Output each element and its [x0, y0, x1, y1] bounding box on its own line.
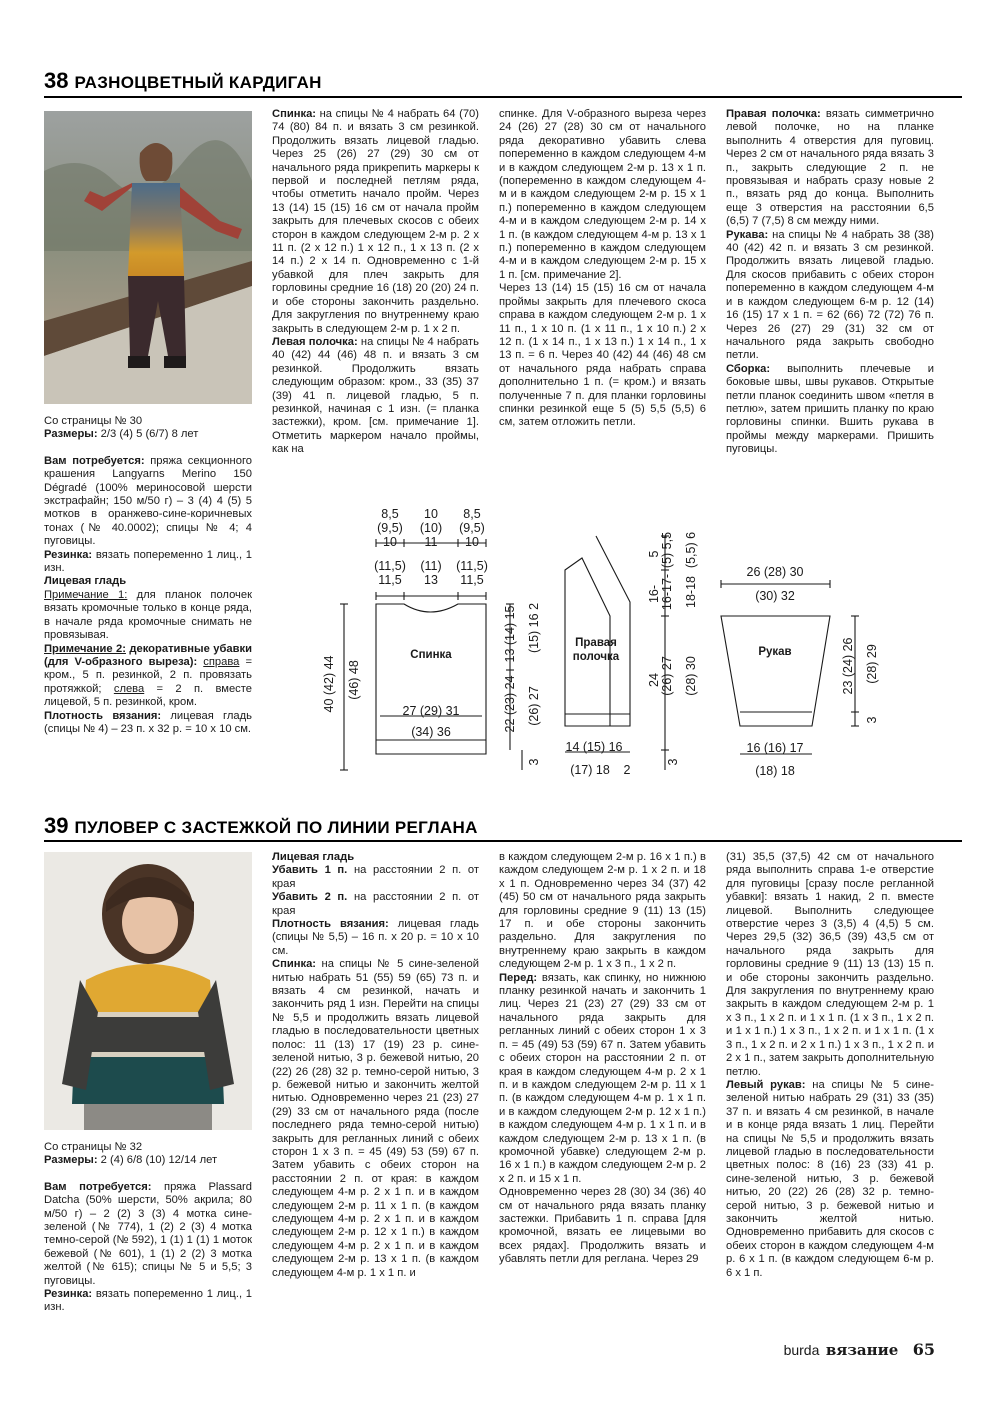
paragraph — [272, 864, 479, 891]
paragraph-text: на спицы № 5 сине-зеленой нитью набрать 51 (55) 59 (65) 73 п. и вязать 4 см резинкой, начать и закончить ряд 1 изн. Перейти на спицы № 5,5 и продолжить вязать лицевой гладью в последовательности цветных полос: 11 (13) 17 (19) 23 р. сине-зеленой нитью, 3 р. бежевой нитью, 20 (22) 26 (28) 32 р. темно-серой нитью, 3 р. бежевой нитью и закончить желтой нитью. Одновременно через 21 (23) 27 (29) 33 см от начального ряда (после последнего ряда темно-серой нитью) закрыть для регланных линий с обеих сторон 1 х 3 п. = 45 (49) 53 (59) 67 п. Затем убавить с обеих сторон на расстоянии 2 п. от края: в каждом следующем 4-м р. 2 х 1 п. и в каждом следующем 2-м р. 11 х 1 п. (в каждом следующем 4-м р. 2 х 1 п. и в каждом следующем 2-м р. 12 х 1 п.) в каждом следующем 4-м р. 2 х 1 п. и в каждом следующем 2-м р. 13 х 1 п. (в каждом следующем 4-м р. 1 х 1 п. и — [272, 958, 479, 1279]
sleeve-bottom-dim: (18) 18 — [755, 764, 795, 778]
paragraph-text: на спицы № 4 набрать 38 (38) 40 (42) 42 п. и вязать 3 см резинкой. Продолжить вязать лицевой гладью. Для скосов прибавить с обеих сторон попеременно в каждом следующем 4-м и в каждом следующем 6-м р. 12 (14) 16 (15) 17 х 1 п. = 62 (66) 72 (72) 76 п. Через 26 (27) 29 (31) 32 см от начального ряда закрыть свободно петли. — [726, 228, 934, 362]
front-mid-dim: 16- — [647, 584, 661, 604]
paragraph-label: Убавить 1 п. — [272, 864, 348, 877]
front-mid-dim: 16-17- — [660, 573, 674, 611]
front-width-dim: 14 (15) 16 — [565, 740, 623, 754]
paragraph-text: вязать симметрично левой полочке, но на планке выполнить 4 отверстия для пуговиц. Через 2 см от начального ряда вязать 3 п., закрыть следующие 2 п. не провязывая и набрать сразу новые 2 п., вязать ряд до конца. Выполнить еще 3 отверстия на расстоянии 6,5 (6,5) 7 (7,5) 8 см между ними. — [726, 108, 934, 228]
back-armhole-dim: (15) 16 2 — [527, 602, 541, 654]
front-label: Правая — [575, 637, 617, 649]
back-top-dim: 8,5 — [463, 507, 481, 521]
back-top-dim: (9,5) — [459, 521, 485, 535]
back-top-dim: 11,5 — [460, 573, 484, 587]
paragraph-label: Плотность вязания: — [272, 918, 389, 931]
front-low-dim: (28) 30 — [684, 656, 698, 696]
back-top-dim: (9,5) — [377, 521, 403, 535]
front-band-outline — [596, 536, 630, 726]
paragraph — [499, 108, 706, 282]
sleeve-rib-dim: 3 — [865, 716, 879, 724]
paragraph-label: Сборка: — [726, 362, 771, 375]
paragraph — [272, 851, 479, 864]
section-number: 39 — [44, 813, 69, 838]
front-rib-dim: 3 — [666, 758, 680, 766]
section-divider — [44, 96, 962, 98]
pattern-schematics — [300, 500, 900, 790]
page-number: 65 — [912, 1340, 935, 1359]
note2-label: Примечание 2: — [44, 642, 126, 655]
paragraph — [726, 1079, 934, 1280]
back-top-dim: 11,5 — [378, 573, 402, 587]
back-height-dim: 40 (42) 44 — [322, 655, 336, 713]
paragraph-label: Спинка: — [272, 958, 317, 971]
pullover-photo — [44, 852, 252, 1130]
back-side-dim: (26) 27 — [527, 686, 541, 726]
paragraph-label: Правая полочка: — [726, 108, 821, 120]
density-label: Плотность вязания: — [44, 709, 162, 722]
paragraph-label: Спинка: — [272, 108, 317, 120]
front-mid-dim: 18-18 — [684, 576, 698, 608]
rib-value: вязать попеременно 1 лиц., 1 изн. — [44, 1288, 252, 1314]
back-width-dim: (34) 36 — [411, 725, 451, 739]
paragraph — [499, 282, 706, 429]
cardigan-photo — [44, 111, 252, 404]
s39-column-4 — [726, 851, 934, 1280]
sleeve-height-dim: (28) 29 — [865, 644, 879, 684]
paragraph-text: вязать, как спинку, но нижнюю планку резинкой начать и закончить 1 лиц. Через 21 (23) 27 (29) 33 см от начального ряда закрыть для регланных линий с обеих сторон 1 х 3 п. = 45 (49) 53 (59) 67 п. Затем убавить с обеих сторон на расстоянии 2 п. от края в каждом следующем 4-м р. 2 х 1 п. и в каждом следующем 2-м р. 11 х 1 п. (в каждом следующем 4-м р. 1 х 1 п. и в каждом следующем 2-м р. 12 х 1 п.) в каждом следующем 4-м р. 1 х 1 п. и в каждом следующем 2-м р. 13 х 1 п. (в кромочной убавке) следующем 2-м р. 16 х 1 п.) в каждом следующем 2-м р. 2 х 2 п. и 15 х 1 п. — [499, 971, 706, 1185]
sizes-label: Размеры: — [44, 428, 98, 441]
front-low-dim: (26) 27 — [660, 656, 674, 696]
front-width-dim: (17) 18 — [570, 763, 610, 777]
front-top-dim: (5) 5,5 — [660, 531, 674, 569]
paragraph — [272, 958, 479, 1280]
density-value: лицевая гладь (спицы № 4) – 23 п. х 32 р. = 10 х 10 см. — [44, 709, 252, 735]
section-divider — [44, 840, 962, 842]
stockinette-label: Лицевая гладь — [44, 575, 127, 588]
front-label: полочка — [572, 651, 620, 663]
s38-column-3 — [499, 108, 706, 430]
magazine-name: вязание — [825, 1341, 899, 1359]
paragraph — [272, 336, 479, 457]
rib-label: Резинка: — [44, 548, 93, 561]
back-top-dim: (11,5) — [456, 559, 488, 573]
s39-left-column — [44, 1141, 252, 1315]
note2-left: слева — [113, 682, 145, 695]
section-38-heading — [44, 68, 322, 94]
paragraph-label: Убавить 2 п. — [272, 891, 348, 904]
front-low-dim: 24 — [647, 673, 661, 687]
back-top-dim: 10 — [383, 535, 397, 549]
sizes-label: Размеры: — [44, 1154, 98, 1167]
back-armhole-dim: 13 (14) 15 — [503, 605, 517, 663]
from-page: Со страницы № 30 — [44, 415, 143, 427]
back-top-dim: 10 — [465, 535, 479, 549]
paragraph — [726, 108, 934, 229]
section-number: 38 — [44, 68, 69, 93]
paragraph-label: Левый рукав: — [726, 1078, 806, 1091]
paragraph — [272, 108, 479, 336]
s39-column-2 — [272, 851, 479, 1280]
sleeve-outline — [721, 616, 830, 726]
note2-right: справа — [203, 655, 240, 668]
paragraph-text: Через 13 (14) 15 (15) 16 см от начала проймы закрыть для плечевого скоса справа в каждом следующем 2-м р. 1 х 11 п., 1 х 10 п. (1 х 11 п., 1 х 10 п.) 2 х 12 п. (1 х 14 п., 1 х 13 п.) 1 х 14 п., 1 х 13 п. = 6 п. Через 40 (42) 44 (46) 48 см от начального ряда набрать справа дополнительно 1 п. (= кром.) и вязать полученные 7 п. для планки горловины спинки резинкой еще 5 (5) 5,5 (5,5) 6 см, затем отложить петли. — [499, 282, 706, 429]
materials-label: Вам потребуется: — [44, 1180, 152, 1193]
paragraph-text: на спицы № 5 сине-зеленой нитью набрать 29 (31) 33 (35) 37 п. и вязать 4 см резинкой, в начале и в конце ряда вязать 1 лиц. Перейти на спицы № 5,5 и продолжить вязать лицевой гладью в последовательности цветных полос: 8 (16) 23 (33) 41 р. сине-зеленой нитью, 3 р. бежевой нитью, 20 (22) 26 (28) 32 р. темно-серой нитью, 3 р. бежевой нитью и закончить желтой нитью. Одновременно прибавить для скосов с обеих сторон в каждом следующем 4-м р. 6 х 1 п. (в каждом следующем 6-м р. 6 х 1 п. — [726, 1078, 935, 1279]
rib-value: вязать попеременно 1 лиц., 1 изн. — [44, 548, 252, 575]
section-39-heading — [44, 813, 478, 839]
note2-end: = 2 п. вместе лицевой, 5 п. резинкой, кром. — [44, 682, 252, 709]
materials-value: пряжа Plassard Datcha (50% шерсти, 50% акрила; 80 м/50 г) – 2 (2) 3 (3) 4 мотка сине-зеленой (№ 774), 1 (2) 2 (3) 4 мотка темно-серой (№ 592), 1 (1) 1 (1) 1 моток бежевой (№ 601), 1 (1) 2 (2) 3 мотка желтой (№ 615); спицы № 5 и 5,5; 3 пуговицы. — [44, 1180, 252, 1287]
paragraph — [726, 851, 934, 1079]
note1-value: для планок полочек вязать кромочные только в конце ряда, в начале ряда кромочные снимать не провязывая. — [44, 588, 252, 642]
sleeve-label: Рукав — [758, 646, 792, 658]
back-rib-dim: 3 — [527, 758, 541, 766]
s38-column-2 — [272, 108, 479, 457]
brand-name: burda — [783, 1342, 820, 1358]
sizes-value: 2 (4) 6/8 (10) 12/14 лет — [97, 1154, 218, 1167]
back-top-dim: 13 — [424, 573, 438, 587]
back-top-dim: (11) — [420, 559, 442, 573]
paragraph-text: на расстоянии 2 п. от края — [272, 891, 479, 917]
front-top-dim: (5,5) 6 — [684, 531, 698, 569]
back-top-dim: 11 — [424, 535, 438, 549]
paragraph-text: выполнить плечевые и боковые швы, швы рукавов. Открытые петли планок соединить швом «петля в петлю», затем пришить планку по краю горловины спинки. Вшить рукава в проймы между маркерами. Пришить пуговицы. — [726, 362, 934, 456]
paragraph-text: в каждом следующем 2-м р. 16 х 1 п.) в каждом следующем 2-м р. 1 х 2 п. и 18 х 1 п. Одновременно через 34 (37) 42 (45) 50 см от начального ряда закрыть для горловины средние 9 (11) 13 (15) 17 п. и обе стороны закончить раздельно. Для закругления по внутреннему краю закрыть в каждом следующем 2-м р. 1 х 3 п., 1 х 2 п. — [499, 851, 706, 971]
paragraph-text: (31) 35,5 (37,5) 42 см от начального ряда выполнить справа 1-е отверстие для пуговицы [сразу после регланной убавки]: вязать 1 накид, 2 п. вместе лицевой. Выполнить следующее отверстие через 3 (3,5) 4 (4,5) 5 см. Через 29,5 (32) 36,5 (39) 43,5 см от начального ряда закрыть для горловины средние 9 (11) 13 (13) 15 п. и обе стороны закончить раздельно. Для закругления по внутреннему краю закрыть в каждом следующем 2-м р. 1 х 3 п., 1 х 2 п. и 1 х 1 п. (1 х 3 п., 1 х 2 п. и 1 х 1 п.) 1 х 3 п., 1 х 2 п. и 1 х 1 п. (1 х 3 п., 1 х 2 п. и 2 х 1 п.) 1 х 3 п., 1 х 2 п. и 2 х 1 п., затем закрыть дополнительную петлю. — [726, 851, 934, 1078]
note2-bold: декоративные убавки (для V-образного выреза): — [44, 642, 252, 668]
materials-value: пряжа секционного крашения Langyarns Merino 150 Dégradé (100% мериносовой шерсти экстрафайн; 150 м/50 г) – 3 (4) 4 (5) 5 мотков в оранжево-сине-коричневых тонах (№ 40.0002); спицы № 4; 4 пуговицы. — [44, 454, 253, 548]
back-side-dim: 22 (23) 24 — [503, 675, 517, 733]
paragraph — [726, 229, 934, 363]
section-title: РАЗНОЦВЕТНЫЙ КАРДИГАН — [74, 73, 322, 92]
paragraph — [272, 918, 479, 958]
sizes-value: 2/3 (4) 5 (6/7) 8 лет — [97, 428, 199, 441]
back-top-dim: 10 — [424, 507, 438, 521]
sleeve-top-dim: 26 (28) 30 — [746, 565, 804, 579]
back-top-dim: (10) — [419, 521, 443, 535]
front-width-dim: 2 — [623, 763, 631, 777]
paragraph — [499, 851, 706, 972]
s38-left-column — [44, 415, 252, 736]
note2-mid: = кром., 5 п. резинкой, 2 п. провязать протяжкой; — [44, 655, 252, 695]
paragraph-label: Перед: — [499, 971, 538, 984]
paragraph-label: Левая полочка: — [272, 335, 358, 348]
sleeve-height-dim: 23 (24) 26 — [841, 637, 855, 695]
back-top-dim: (11,5) — [374, 559, 406, 573]
paragraph-label: Рукава: — [726, 228, 769, 241]
paragraph-text: на расстоянии 2 п. от края — [272, 864, 479, 890]
s39-column-3 — [499, 851, 706, 1267]
sleeve-top-dim: (30) 32 — [755, 589, 795, 603]
paragraph-text: на спицы № 4 набрать 40 (42) 44 (46) 48 п. и вязать 3 см резинкой. Продолжить вязать следующим образом: кром., 33 (35) 37 (39) 41 п. лицевой гладью, 5 п. резинкой, начиная с 1 изн. (= планка застежки), кром. [см. примечание 1]. Отметить маркером начало проймы, как на — [272, 335, 479, 456]
back-label: Спинка — [410, 649, 452, 661]
section-title: ПУЛОВЕР С ЗАСТЕЖКОЙ ПО ЛИНИИ РЕГЛАНА — [74, 818, 478, 837]
note1-label: Примечание 1: — [44, 588, 128, 601]
materials-label: Вам потребуется: — [44, 454, 145, 467]
back-width-dim: 27 (29) 31 — [402, 704, 460, 718]
page-footer — [784, 1340, 935, 1360]
back-top-dim: 8,5 — [381, 507, 399, 521]
back-height-dim: (46) 48 — [347, 660, 361, 700]
paragraph-text: лицевая гладь (спицы № 5,5) – 16 п. х 20 р. = 10 х 10 см. — [272, 918, 479, 957]
paragraph — [726, 363, 934, 457]
paragraph-text: на спицы № 4 набрать 64 (70) 74 (80) 84 п. и вязать 3 см резинкой. Продолжить вязать лицевой гладью. Через 25 (26) 27 (29) 30 см от начального ряда прикрепить маркеры к первой и последней петлям ряда, чтобы отметить начало пройм. Через 13 (14) 15 (15) 16 см от начала пройм закрыть для плечевых скосов с обеих сторон в каждом следующем 2-м р. 2 х 11 п. (2 х 12 п.) 1 х 12 п., 1 х 13 п. (2 х 14 п.) 2 х 14 п. Одновременно с 1-й убавкой для плеч закрыть для горловины средние 16 (18) 20 (20) 24 п. и обе стороны закончить раздельно. Для закругления по внутреннему краю закрыть в следующем 2-м р. 1 х 2 п. — [272, 108, 479, 335]
paragraph — [272, 891, 479, 918]
paragraph — [499, 1186, 706, 1266]
paragraph-label: Лицевая гладь — [272, 851, 355, 863]
paragraph — [499, 972, 706, 1187]
paragraph-text: спинке. Для V-образного выреза через 24 (26) 27 (28) 30 см от начального ряда декоративно убавить слева попеременно в каждом следующем 4-м и в каждом следующем 2-м р. 13 х 1 п. (попеременно в каждом следующем 4-м и в каждом следующем 2-м р. 15 х 1 п.) попеременно в каждом следующем 4-м и в каждом следующем 2-м р. 14 х 1 п. (в каждом следующем 4-м р. 13 х 1 п.) попеременно в каждом следующем 4-м и в каждом следующем 2-м р. 15 х 1 п. [см. примечание 2]. — [499, 108, 706, 281]
sleeve-bottom-dim: 16 (16) 17 — [746, 741, 804, 755]
from-page: Со страницы № 32 — [44, 1141, 143, 1153]
s38-column-4 — [726, 108, 934, 457]
front-top-dim: 5 — [647, 550, 661, 558]
rib-label: Резинка: — [44, 1288, 93, 1301]
paragraph-text: Одновременно через 28 (30) 34 (36) 40 см от начального ряда вязать планку застежки. Прибавить 1 п. справа [для кромочной, вязать ее лицевыми во всех рядах]. Продолжить вязать и убавлять петли для реглана. Через 29 — [499, 1186, 706, 1266]
